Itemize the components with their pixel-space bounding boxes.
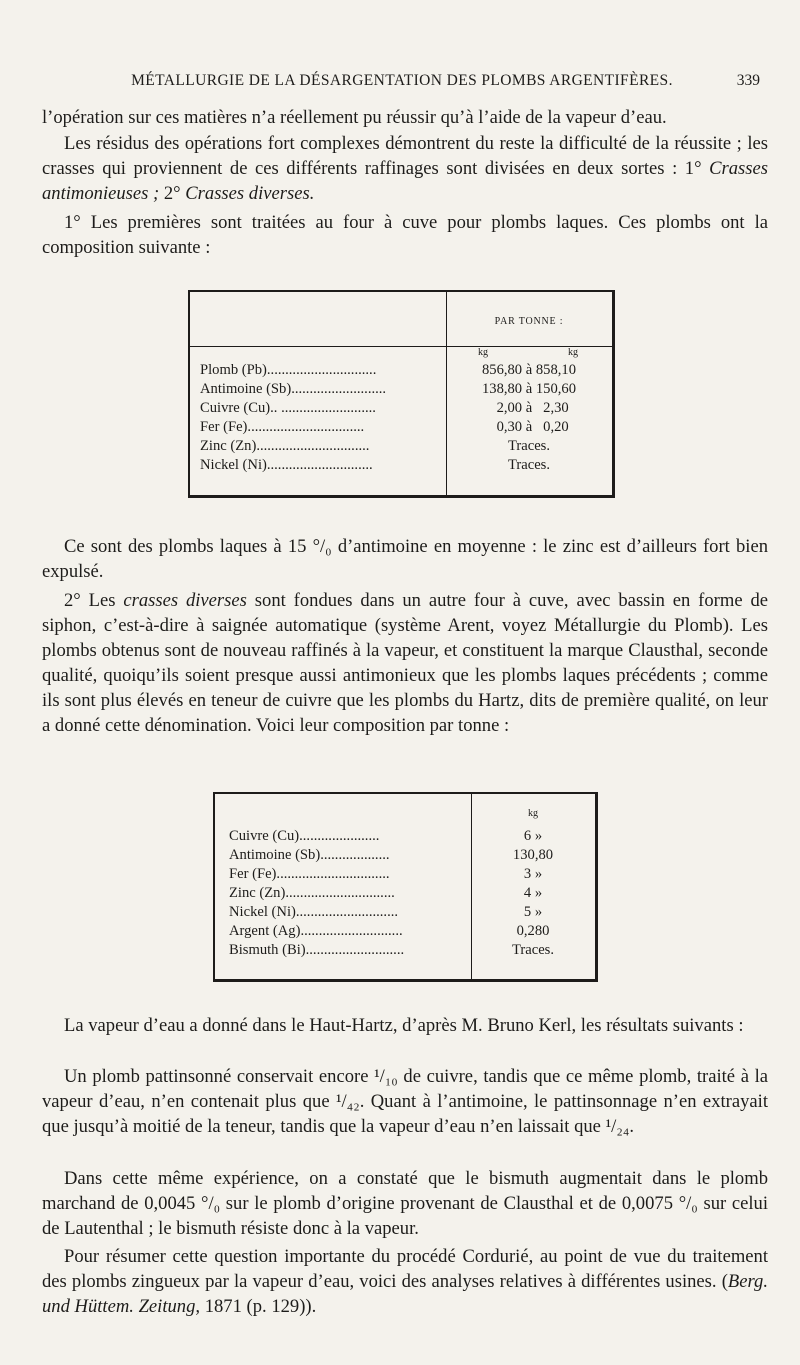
percent-sign: °/₀: [312, 536, 332, 557]
element-label: Fer (Fe)................................: [200, 419, 365, 435]
text-run: 1871 (p. 129)).: [200, 1296, 317, 1317]
element-value: Traces.: [511, 942, 555, 958]
paragraph-haut-hartz: La vapeur d’eau a donné dans le Haut-Hartz, d’après M. Bruno Kerl, les résultats suivants :: [64, 1015, 744, 1036]
element-label: Argent (Ag)............................: [229, 923, 403, 939]
element-value: 856,80 à 858,10: [481, 362, 577, 378]
table-row: [190, 437, 612, 456]
italic-term: crasses diverses: [123, 590, 247, 611]
running-title: MÉTALLURGIE DE LA DÉSARGENTATION DES PLOMBS ARGENTIFÈRES.: [131, 72, 673, 89]
element-label: Cuivre (Cu).. ..........................: [200, 400, 376, 416]
element-label: Zinc (Zn)...............................: [200, 438, 370, 454]
text-run: de cuivre, tandis que ce même plomb, traité à la vapeur d’eau, n’en contenait plus que: [42, 1066, 768, 1112]
paragraph-premieres: 1° Les premières sont traitées au four à cuve pour plombs laques. Ces plombs ont la composition suivante :: [42, 212, 768, 258]
text-run: . Quant à l’antimoine, le pattinsonnage n’en extrayait que jusqu’à moitié de la teneur, tandis que la vapeur d’eau n’en laissait que: [42, 1091, 768, 1137]
unit-row: [446, 347, 612, 359]
paragraph-plombs-laques: [42, 534, 768, 584]
unit-label: kg: [528, 808, 538, 819]
text-run: Ce sont des plombs laques à 15: [64, 536, 313, 557]
table-body: [190, 361, 612, 475]
fraction: ¹/₄₂: [335, 1091, 360, 1112]
unit-left: kg: [478, 347, 488, 358]
element-label: Nickel (Ni)............................: [229, 904, 399, 920]
column-header: PAR TONNE :: [494, 316, 564, 327]
fraction: ¹/₁₀: [374, 1066, 398, 1087]
element-value: 130,80: [512, 847, 554, 863]
paragraph-resume: [42, 1244, 768, 1319]
text-run: Dans cette même expérience, on a constaté que le bismuth augmentait dans le plomb marchand de 0,0045: [42, 1168, 768, 1214]
paragraph-continuation: l’opération sur ces matières n’a réellement pu réussir qu’à l’aide de la vapeur d’eau.: [42, 107, 667, 128]
table-row: [190, 399, 612, 418]
element-value: 2,00 à 2,30: [489, 400, 569, 416]
text-run: sur le plomb d’origine provenant de Clausthal et de 0,0075: [220, 1193, 679, 1214]
element-value: Traces.: [507, 457, 551, 473]
text-run: .: [629, 1116, 634, 1137]
element-label: Antimoine (Sb)..........................: [200, 381, 387, 397]
text-run: Un plomb pattinsonné conservait encore: [64, 1066, 375, 1087]
paragraph-crasses-diverses: [42, 588, 768, 738]
table-body: [215, 827, 595, 960]
composition-table-2: [213, 792, 598, 982]
paragraph-pattinsonne: [42, 1064, 768, 1139]
unit-right: kg: [568, 347, 578, 358]
element-label: Antimoine (Sb)...................: [229, 847, 390, 863]
paragraph-bismuth: [42, 1166, 768, 1241]
element-label: Nickel (Ni).............................: [200, 457, 373, 473]
element-label: Bismuth (Bi)...........................: [229, 942, 405, 958]
element-label: Fer (Fe)...............................: [229, 866, 390, 882]
element-value: 5 »: [523, 904, 543, 920]
italic-term: Crasses diverses.: [185, 183, 315, 204]
text-run: 2°: [159, 183, 186, 204]
table-row: [215, 922, 595, 941]
element-label: Zinc (Zn)..............................: [229, 885, 395, 901]
element-value: 0,280: [516, 923, 550, 939]
running-header: [0, 72, 800, 96]
percent-sign: °/₀: [201, 1193, 221, 1214]
italic-term: Crasses antimonieuses ;: [42, 158, 768, 204]
element-value: 0,30 à 0,20: [489, 419, 569, 435]
percent-sign: °/₀: [678, 1193, 698, 1214]
text-run: 2° Les: [64, 590, 124, 611]
text-run: d’antimoine en moyenne : le zinc est d’ailleurs fort bien expulsé.: [42, 536, 768, 582]
table-row: [215, 827, 595, 846]
table-row: [215, 865, 595, 884]
composition-table-1: [188, 290, 615, 498]
table-row: [215, 903, 595, 922]
text-run: sont fondues dans un autre four à cuve, avec bassin en forme de siphon, c’est-à-dire à saignée automatique (système Arent, voyez Métallurgie du Plomb). Les plombs obtenus sont de nouveau raffinés à la vapeur, et constituent la marque Clausthal, seconde qualité, quoiqu’ils soient presque aussi antimonieux que les plombs laques précédents ; comme ils sont plus élevés en teneur de cuivre que les plombs du Hartz, dits de première qualité, on leur a donné cette dénomination. Voici leur composition par tonne :: [42, 590, 768, 736]
table-row: [190, 456, 612, 475]
element-value: 138,80 à 150,60: [481, 381, 577, 397]
element-value: 6 »: [523, 828, 543, 844]
table-row: [190, 361, 612, 380]
italic-citation: Berg. und Hüttem. Zeitung,: [42, 1271, 768, 1317]
element-value: 4 »: [523, 885, 543, 901]
table-row: [215, 846, 595, 865]
text-run: sur celui de Lautenthal ; le bismuth résiste donc à la vapeur.: [42, 1193, 769, 1239]
table-row: [215, 941, 595, 960]
element-value: Traces.: [507, 438, 551, 454]
paragraph-residus: [42, 131, 768, 206]
fraction: ¹/₂₄: [605, 1116, 630, 1137]
text-run: Les résidus des opérations fort complexes démontrent du reste la difficulté de la réussite ; les crasses qui proviennent de ces différents raffinages sont divisées en deux sortes : 1°: [42, 133, 768, 179]
table-row: [190, 380, 612, 399]
table-row: [190, 418, 612, 437]
element-label: Plomb (Pb)..............................: [200, 362, 377, 378]
table-row: [215, 884, 595, 903]
text-run: Pour résumer cette question importante du procédé Cordurié, au point de vue du traitement des plombs zingueux par la vapeur d’eau, voici des analyses relatives à différentes usines. (: [42, 1246, 768, 1292]
element-value: 3 »: [523, 866, 543, 882]
page-number: 339: [736, 72, 760, 89]
element-label: Cuivre (Cu)......................: [229, 828, 380, 844]
